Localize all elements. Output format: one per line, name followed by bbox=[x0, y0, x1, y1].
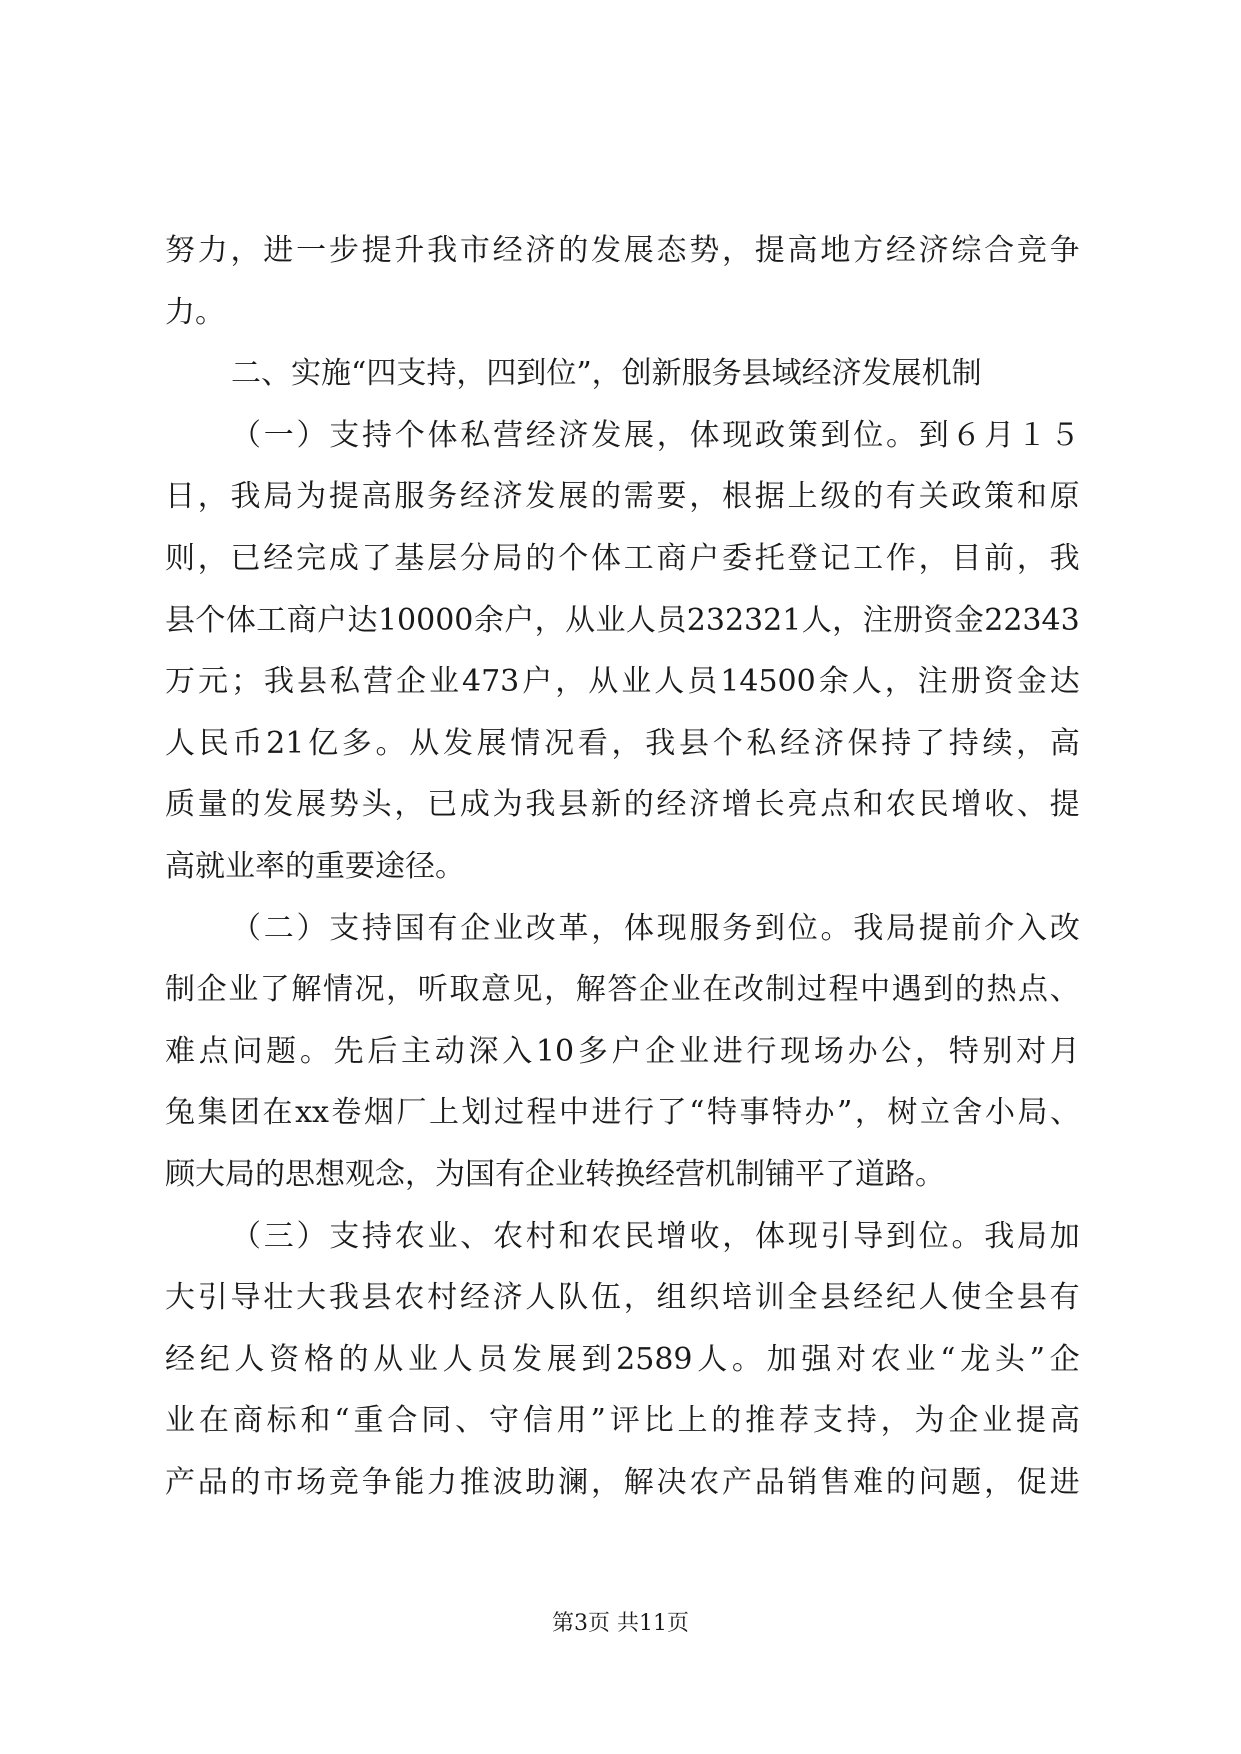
text-line: 县 个 体 工 商 户 达 10000 余 户 ， 从 业 人 员 232321 人 ， 注 册 资 金 22343 bbox=[165, 602, 1080, 638]
text-line: 顾大局的思想观念，为国有企业转换经营机制铺平了道路。 bbox=[165, 1156, 945, 1192]
document-body bbox=[165, 220, 1080, 1513]
text-line: 二、实施“四支持，四到位”，创新服务县域经济发展机制 bbox=[231, 356, 982, 392]
text-line: （ 二 ） 支 持 国 有 企 业 改 革 ， 体 现 服 务 到 位 。 我 局 提 前 介 入 改 bbox=[231, 910, 1080, 946]
text-line: 高就业率的重要途径。 bbox=[165, 848, 465, 884]
text-line: （ 一 ） 支 持 个 体 私 营 经 济 发 展 ， 体 现 政 策 到 位 。 到 ６ 月 １ ５ bbox=[231, 417, 1080, 453]
text-line: 产 品 的 市 场 竞 争 能 力 推 波 助 澜 ， 解 决 农 产 品 销 售 难 的 问 题 ， 促 进 bbox=[165, 1464, 1080, 1500]
text-line: 力。 bbox=[165, 294, 225, 330]
text-line: 日 ， 我 局 为 提 高 服 务 经 济 发 展 的 需 要 ， 根 据 上 级 的 有 关 政 策 和 原 bbox=[165, 479, 1080, 515]
text-line: 质 量 的 发 展 势 头 ， 已 成 为 我 县 新 的 经 济 增 长 亮 点 和 农 民 增 收 、 提 bbox=[165, 787, 1080, 823]
text-line: 业 在 商 标 和 “ 重 合 同 、 守 信 用 ” 评 比 上 的 推 荐 支 持 ， 为 企 业 提 高 bbox=[165, 1403, 1080, 1439]
text-line: 制 企 业 了 解 情 况 ， 听 取 意 见 ， 解 答 企 业 在 改 制 过 程 中 遇 到 的 热 点 、 bbox=[165, 972, 1080, 1008]
text-line: 努 力 ， 进 一 步 提 升 我 市 经 济 的 发 展 态 势 ， 提 高 地 方 经 济 综 合 竞 争 bbox=[165, 233, 1080, 268]
text-line: 万 元 ； 我 县 私 营 企 业 473 户 ， 从 业 人 员 14500 余 人 ， 注 册 资 金 达 bbox=[165, 664, 1080, 700]
text-line: 难 点 问 题 。 先 后 主 动 深 入 10 多 户 企 业 进 行 现 场 办 公 ， 特 别 对 月 bbox=[165, 1033, 1080, 1069]
text-line: 人 民 币 21 亿 多 。 从 发 展 情 况 看 ， 我 县 个 私 经 济 保 持 了 持 续 ， 高 bbox=[165, 725, 1080, 761]
text-line: 兔 集 团 在 xx 卷 烟 厂 上 划 过 程 中 进 行 了 “ 特 事 特 办 ” ， 树 立 舍 小 局 、 bbox=[165, 1095, 1080, 1131]
page-number-footer: 第3页 共11页 bbox=[552, 1611, 689, 1636]
text-line: （ 三 ） 支 持 农 业 、 农 村 和 农 民 增 收 ， 体 现 引 导 到 位 。 我 局 加 bbox=[231, 1218, 1080, 1254]
text-line: 大 引 导 壮 大 我 县 农 村 经 济 人 队 伍 ， 组 织 培 训 全 县 经 纪 人 使 全 县 有 bbox=[165, 1280, 1080, 1316]
text-line: 则 ， 已 经 完 成 了 基 层 分 局 的 个 体 工 商 户 委 托 登 记 工 作 ， 目 前 ， 我 bbox=[165, 540, 1080, 576]
text-line: 经 纪 人 资 格 的 从 业 人 员 发 展 到 2589 人 。 加 强 对 农 业 “ 龙 头 ” 企 bbox=[165, 1341, 1080, 1377]
